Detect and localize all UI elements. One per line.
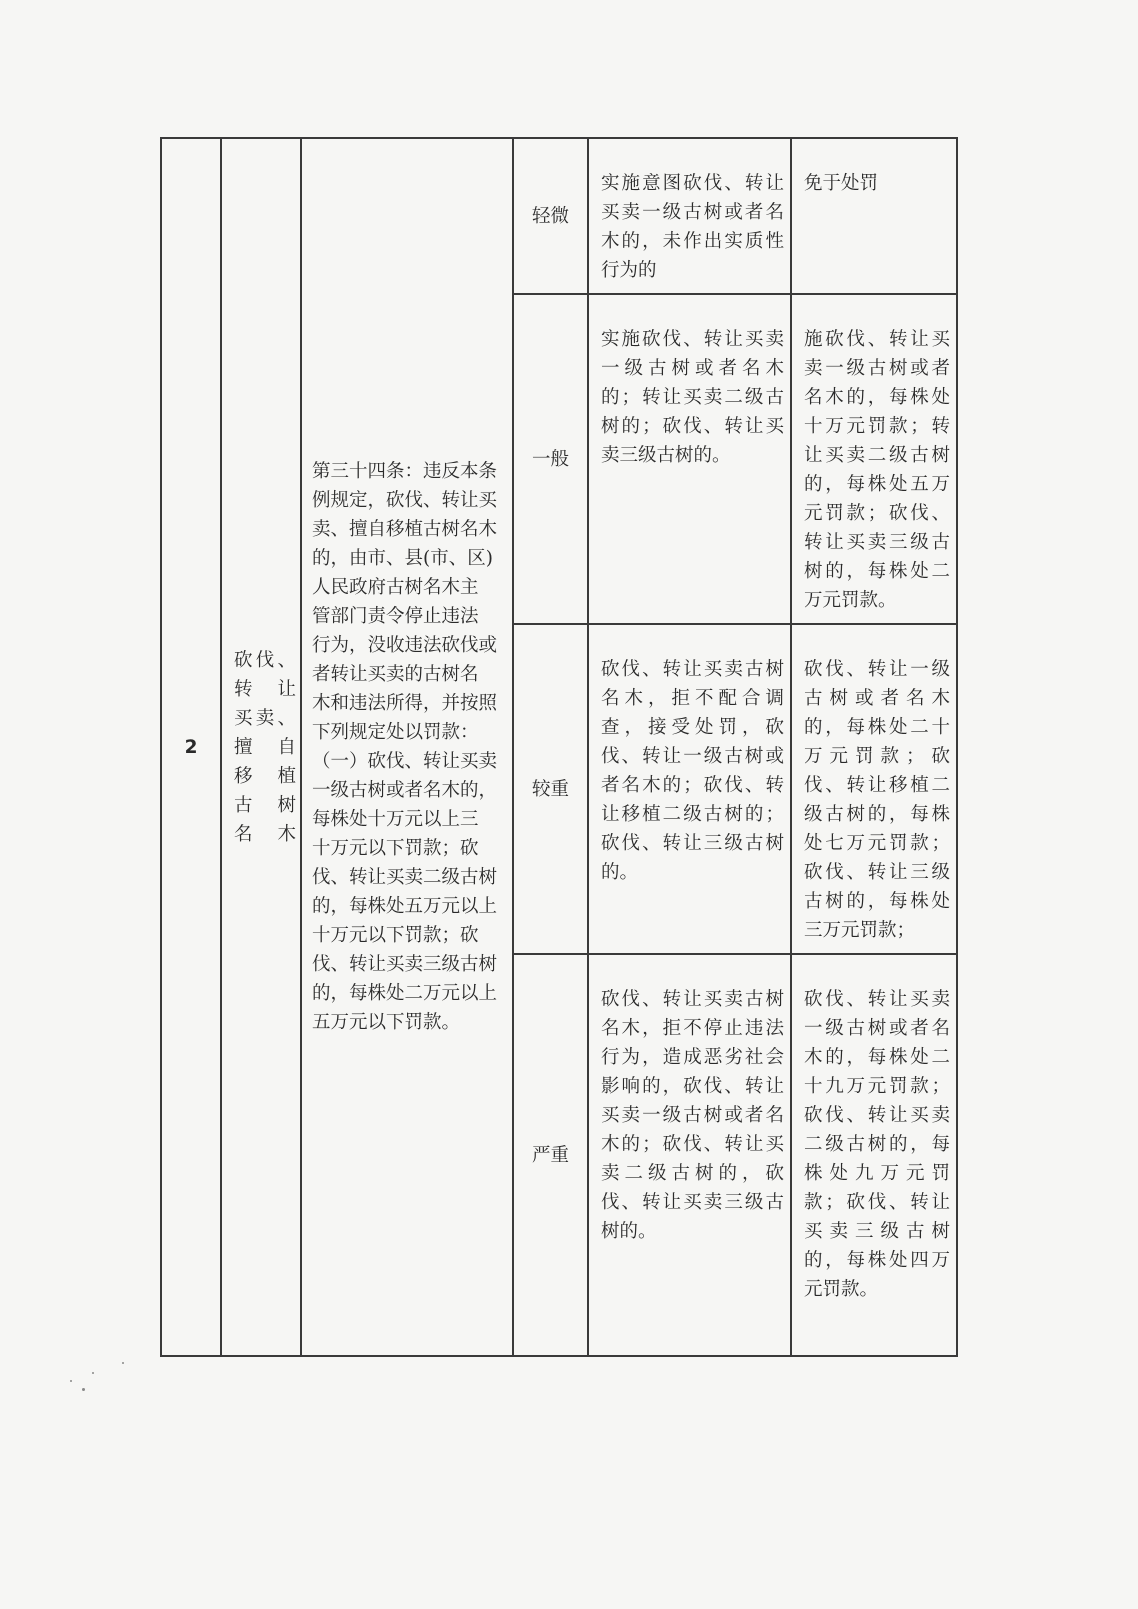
item-name-line: 买卖、	[234, 707, 296, 729]
penalty-cell: 砍伐、转让买卖一级古树或者名木的，每株处二十九万元罚款；砍伐、转让买卖二级古树的，每株处九万元罚款；砍伐、转让买卖三级古树的，每株处四万元罚款。	[791, 954, 957, 1356]
item-name-line: 古 树	[234, 794, 296, 816]
legal-basis-line: 第三十四条：违反本条	[312, 461, 498, 482]
item-name-line: 名木	[234, 823, 296, 845]
legal-basis-line: 十万元以下罚款；砍	[312, 838, 479, 859]
level-cell: 一般	[513, 294, 588, 624]
row-number-cell: 2	[161, 138, 221, 1356]
penalty-cell: 砍伐、转让一级古树或者名木的，每株处二十万元罚款；砍伐、转让移植二级古树的，每株处七万元罚款；砍伐、转让三级古树的，每株处三万元罚款；	[791, 624, 957, 954]
legal-basis-line: 者转让买卖的古树名	[312, 664, 479, 685]
circumstance-cell: 砍伐、转让买卖古树名木，拒不配合调查，接受处罚，砍伐、转让一级古树或者名木的；砍伐、转让移植二级古树的；砍伐、转让三级古树的。	[588, 624, 791, 954]
legal-basis-line: 一级古树或者名木的，	[312, 780, 498, 801]
circumstance-cell: 砍伐、转让买卖古树名木，拒不停止违法行为，造成恶劣社会影响的，砍伐、转让买卖一级古树或者名木的；砍伐、转让买卖二级古树的，砍伐、转让买卖三级古树的。	[588, 954, 791, 1356]
table-row	[161, 138, 957, 294]
item-name-line: 转 让	[234, 678, 296, 700]
penalty-cell: 施砍伐、转让买卖一级古树或者名木的，每株处十万元罚款；转让买卖二级古树的，每株处五万元罚款；砍伐、转让买卖三级古树的，每株处二万元罚款。	[791, 294, 957, 624]
level-cell: 轻微	[513, 138, 588, 294]
legal-basis-line: 管部门责令停止违法	[312, 606, 479, 627]
item-name-line: 砍伐、	[234, 649, 296, 671]
legal-basis-line: 木和违法所得，并按照	[312, 693, 498, 714]
legal-basis-line: 的，每株处二万元以上	[312, 983, 498, 1004]
penalty-discretion-table	[160, 137, 958, 1357]
level-cell: 严重	[513, 954, 588, 1356]
legal-basis-line: 伐、转让买卖三级古树	[312, 954, 498, 975]
legal-basis-line: 人民政府古树名木主	[312, 577, 479, 598]
legal-basis-line: 下列规定处以罚款：	[312, 722, 479, 743]
level-cell: 较重	[513, 624, 588, 954]
legal-basis-text	[312, 457, 506, 1037]
item-name-line: 擅 自	[234, 736, 296, 758]
scan-speck	[82, 1388, 85, 1391]
item-name-line: 移 植	[234, 765, 296, 787]
legal-basis-line: 卖、擅自移植古树名木	[312, 519, 498, 540]
legal-basis-line: 每株处十万元以上三	[312, 809, 479, 830]
legal-basis-line: 行为，没收违法砍伐或	[312, 635, 498, 656]
scan-speck	[92, 1372, 94, 1374]
scan-speck	[70, 1380, 72, 1382]
legal-basis-line: 十万元以下罚款；砍	[312, 925, 479, 946]
legal-basis-line: 伐、转让买卖二级古树	[312, 867, 498, 888]
circumstance-cell: 实施意图砍伐、转让买卖一级古树或者名木的，未作出实质性行为的	[588, 138, 791, 294]
circumstance-cell: 实施砍伐、转让买卖一级古树或者名木的；转让买卖二级古树的；砍伐、转让买卖三级古树的。	[588, 294, 791, 624]
legal-basis-line: 的，每株处五万元以上	[312, 896, 498, 917]
legal-basis-line: 五万元以下罚款。	[312, 1012, 461, 1033]
scan-speck	[122, 1362, 124, 1364]
legal-basis-line: （一）砍伐、转让买卖	[312, 751, 498, 772]
legal-basis-line: 例规定，砍伐、转让买	[312, 490, 498, 511]
item-name-cell	[221, 138, 301, 1356]
legal-basis-cell	[301, 138, 513, 1356]
legal-basis-line: 的，由市、县(市、区)	[312, 548, 493, 569]
penalty-cell: 免于处罚	[791, 138, 957, 294]
